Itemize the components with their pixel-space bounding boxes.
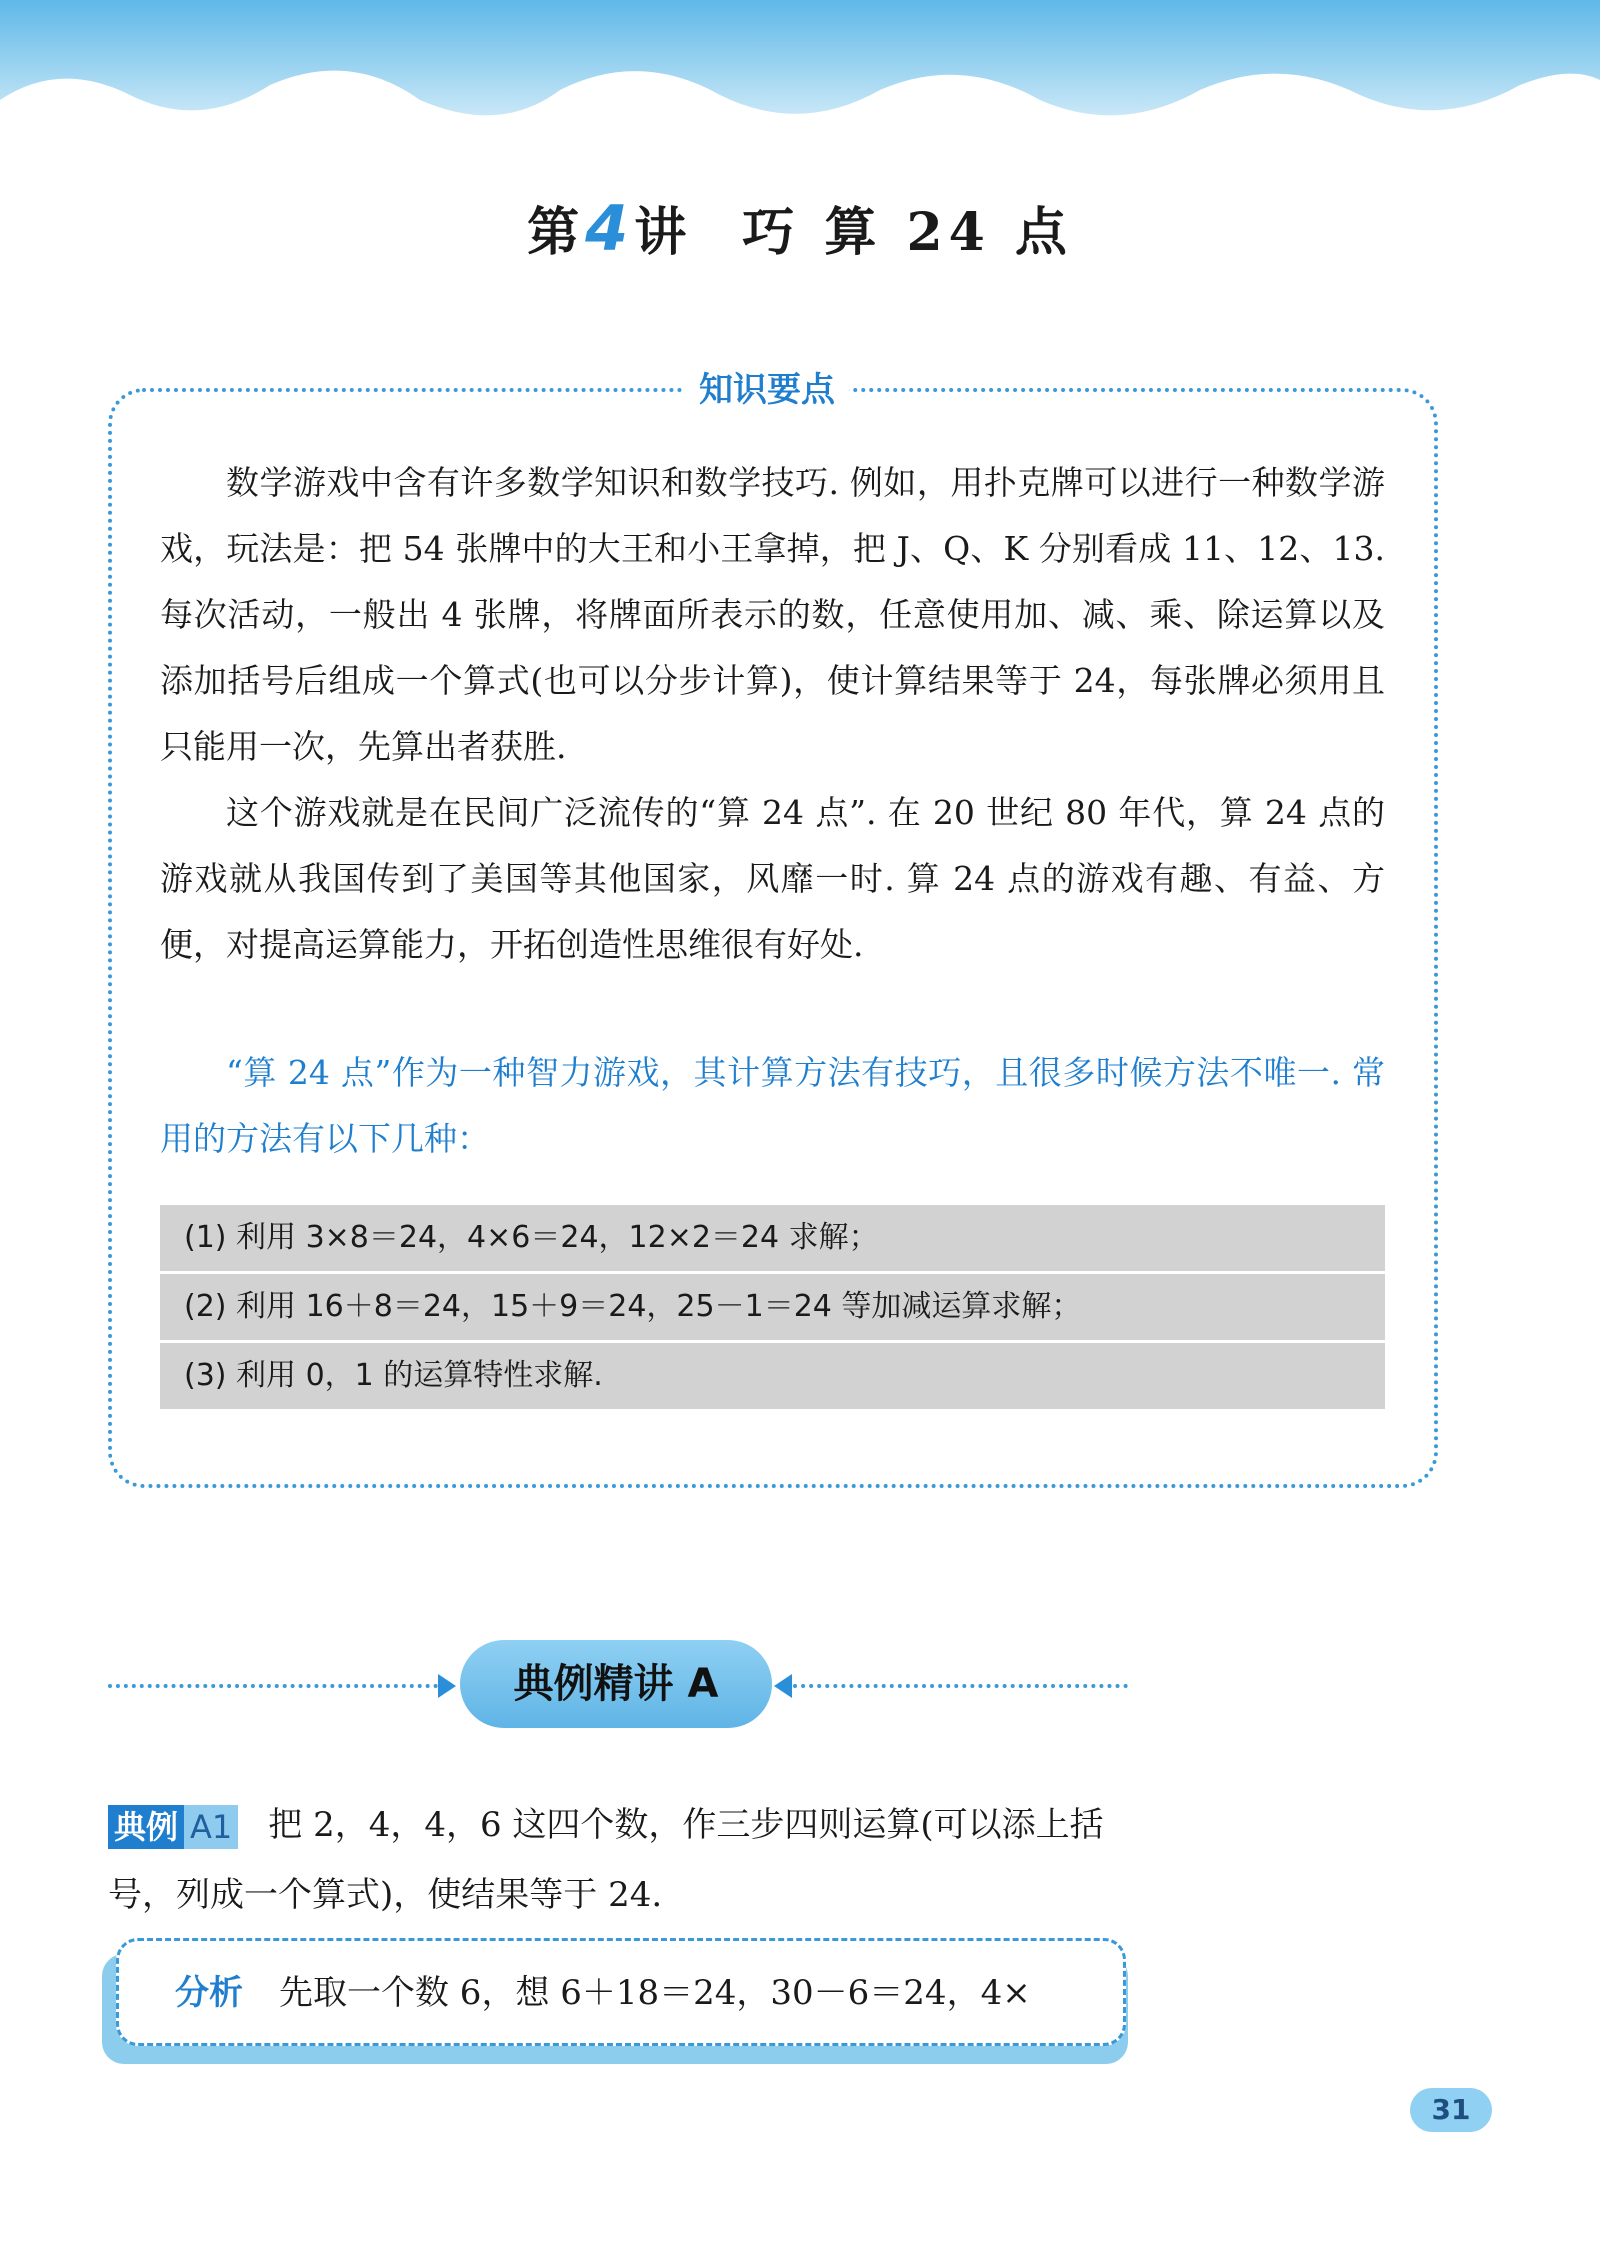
example-badge — [108, 1805, 238, 1849]
method-item: (1) 利用 3×8＝24，4×6＝24，12×2＝24 求解； — [160, 1205, 1385, 1274]
title-main: 巧 算 24 点 — [742, 202, 1073, 263]
section-header — [108, 1640, 1128, 1730]
analysis-text: 先取一个数 6，想 6＋18＝24，30－6＝24，4× — [279, 1973, 1031, 2013]
arrow-left-icon — [774, 1674, 792, 1698]
page-title — [0, 190, 1600, 265]
analysis-content — [116, 1938, 1126, 2046]
methods-list — [160, 1205, 1385, 1412]
title-prefix: 第 — [527, 202, 586, 263]
analysis-label: 分析 — [175, 1973, 243, 2013]
example-badge-label: 典例 — [108, 1805, 184, 1849]
cloud-decoration — [0, 40, 1600, 140]
knowledge-heading: 知识要点 — [685, 362, 849, 411]
example-badge-id: A1 — [184, 1805, 238, 1849]
knowledge-paragraph-3: “算 24 点”作为一种智力游戏，其计算方法有技巧，且很多时候方法不唯一. 常用的方法有以下几种： — [160, 1053, 1385, 1158]
page-number: 31 — [1410, 2088, 1492, 2132]
dotted-line-right — [793, 1684, 1128, 1688]
method-item: (2) 利用 16＋8＝24，15＋9＝24，25－1＝24 等加减运算求解； — [160, 1274, 1385, 1343]
example-text: 把 2，4，4，6 这四个数，作三步四则运算(可以添上括号，列成一个算式)，使结果等于 24. — [108, 1805, 1104, 1915]
knowledge-paragraph-1: 数学游戏中含有许多数学知识和数学技巧. 例如，用扑克牌可以进行一种数学游戏，玩法是：把 54 张牌中的大王和小王拿掉，把 J、Q、K 分别看成 11、12、13. 每次活动，一般出 4 张牌，将牌面所表示的数，任意使用加、减、乘、除运算以及添加括号后组成一个算式(也可以分步计算)，使计算结果等于 24，每张牌必须用且只能用一次，先算出者获胜. — [160, 463, 1385, 766]
method-item: (3) 利用 0，1 的运算特性求解. — [160, 1343, 1385, 1412]
title-number: 4 — [585, 192, 635, 265]
arrow-right-icon — [438, 1674, 456, 1698]
example-a1 — [108, 1790, 1133, 1930]
title-lecture: 讲 — [634, 202, 693, 263]
knowledge-paragraph-2: 这个游戏就是在民间广泛流传的“算 24 点”. 在 20 世纪 80 年代，算 24 点的游戏就从我国传到了美国等其他国家，风靡一时. 算 24 点的游戏有趣、有益、方便，对提高运算能力，开拓创造性思维很有好处. — [160, 793, 1385, 964]
dotted-line-left — [108, 1684, 438, 1688]
analysis-box — [102, 1938, 1130, 2068]
section-title: 典例精讲 A — [460, 1640, 772, 1728]
